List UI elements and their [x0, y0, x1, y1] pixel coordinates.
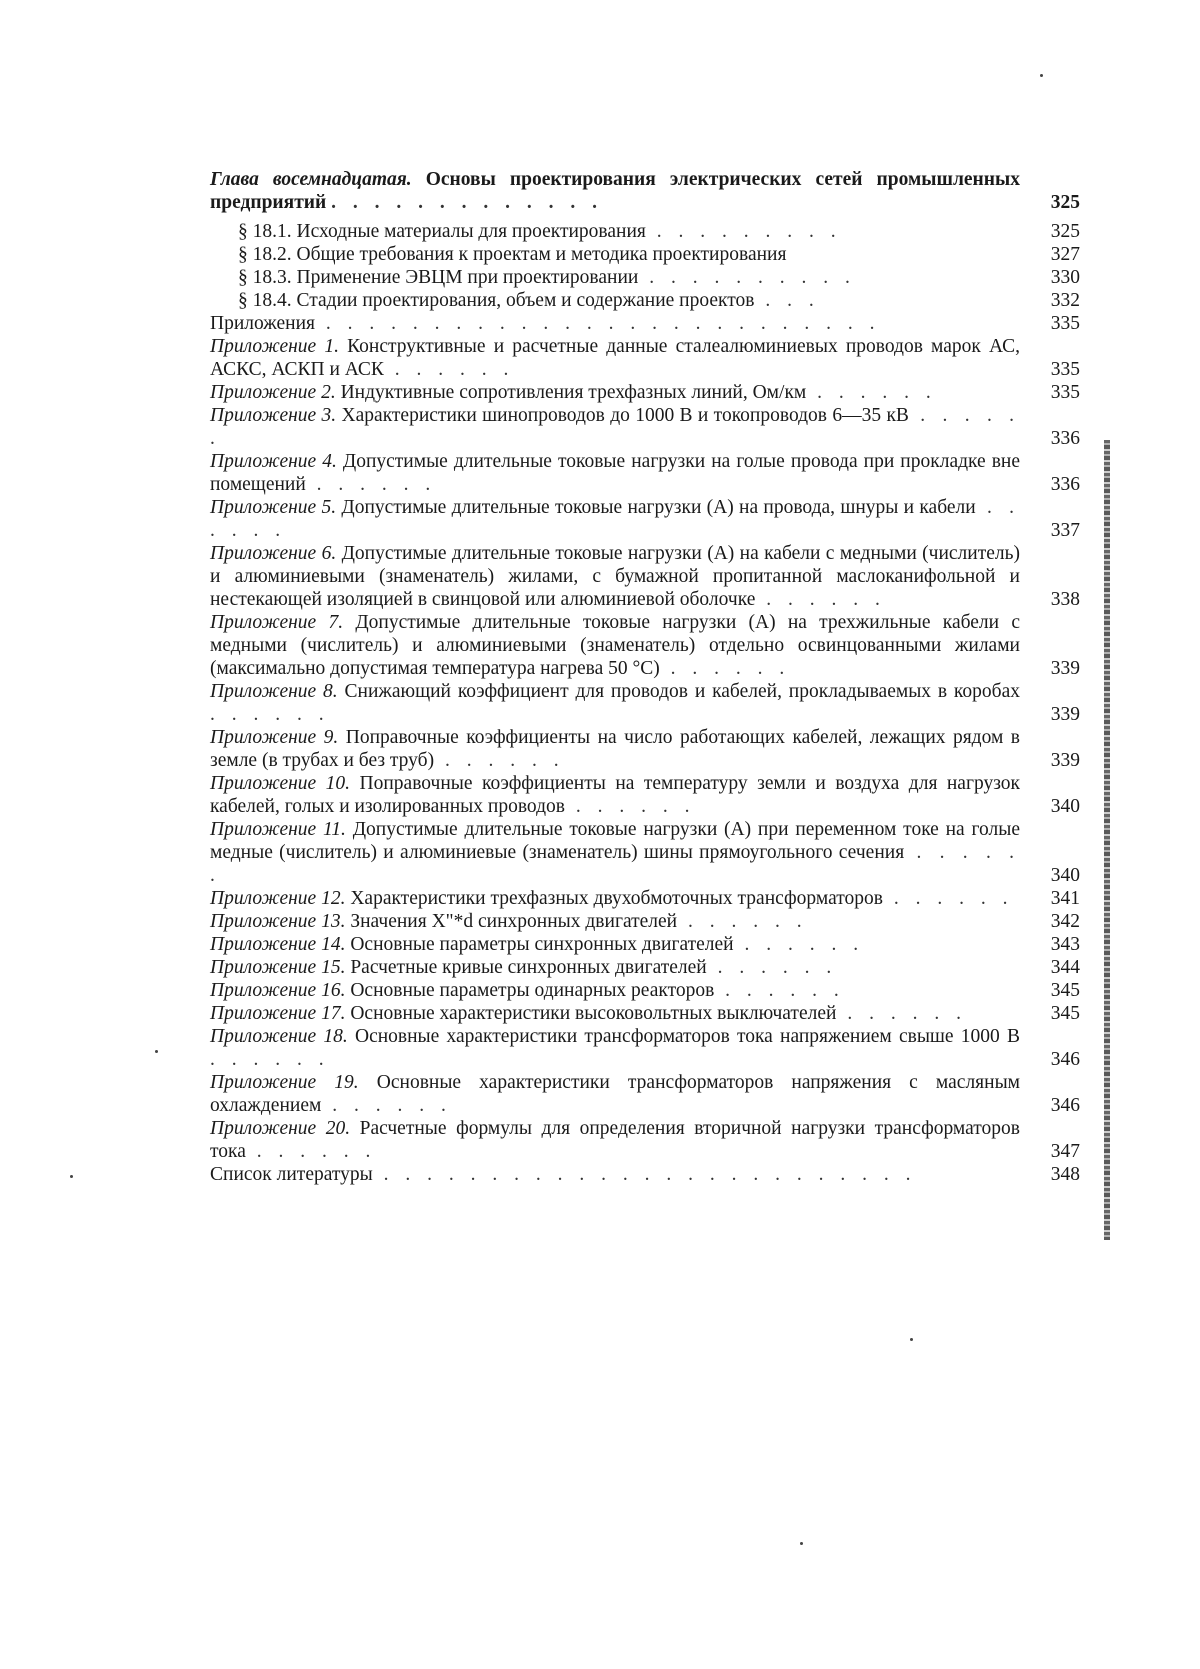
appendix-page: 344	[1050, 957, 1080, 978]
chapter-title: Основы проектирования электрических сетей промышленных предприятий	[210, 169, 1020, 213]
scan-speck	[910, 1338, 913, 1341]
appendix-lead: Приложение 18.	[210, 1026, 348, 1047]
appendix-lead: Приложение 11.	[210, 819, 346, 840]
section-page: 325	[1050, 221, 1080, 242]
table-of-contents	[210, 168, 1080, 1186]
appendix-text: Основные характеристики высоковольтных выключателей	[350, 1003, 837, 1024]
appendix-entry: Приложение 7. Допустимые длительные токовые нагрузки (А) на трехжильные кабели с медными (числитель) и алюминиевыми (знаменатель) отдельно освинцованными жилами (максимально допустимая температура нагрева 50 °С) . . . . . . 339	[210, 612, 1080, 679]
appendix-page: 339	[1050, 750, 1080, 771]
appendix-page: 346	[1050, 1095, 1080, 1116]
appendix-entry: Приложение 8. Снижающий коэффициент для проводов и кабелей, прокладываемых в коробах . . . . . . 339	[210, 681, 1080, 725]
appendix-lead: Приложение 15.	[210, 957, 346, 978]
appendix-lead: Приложение 3.	[210, 405, 337, 426]
appendix-text: Допустимые длительные токовые нагрузки (А) на провода, шнуры и кабели	[341, 497, 976, 518]
appendix-entry: Приложение 3. Характеристики шинопроводов до 1000 В и токопроводов 6—35 кВ . . . . . . 336	[210, 405, 1080, 449]
appendix-page: 346	[1050, 1049, 1080, 1070]
section-entry: § 18.1. Исходные материалы для проектирования . . . . . . . . . 325	[238, 221, 1080, 242]
section-text: § 18.3. Применение ЭВЦМ при проектировании	[238, 267, 639, 288]
appendix-page: 336	[1050, 428, 1080, 449]
appendix-page: 345	[1050, 1003, 1080, 1024]
appendix-lead: Приложение 5.	[210, 497, 337, 518]
appendix-lead: Приложение 12.	[210, 888, 346, 909]
appendix-text: Основные характеристики трансформаторов напряжения с масляным охлаждением	[210, 1072, 1021, 1116]
appendix-lead: Приложение 8.	[210, 681, 338, 702]
appendix-text: Основные параметры синхронных двигателей	[350, 934, 734, 955]
appendix-entry: Приложение 4. Допустимые длительные токовые нагрузки на голые провода при прокладке вне помещений . . . . . . 336	[210, 451, 1080, 495]
appendix-lead: Приложение 4.	[210, 451, 337, 472]
appendices-heading: Приложения . . . . . . . . . . . . . . . . . . . . . . . . . . 335	[210, 313, 1080, 334]
scan-speck	[1040, 74, 1043, 77]
appendix-text: Характеристики шинопроводов до 1000 В и токопроводов 6—35 кВ	[341, 405, 909, 426]
appendix-page: 337	[1050, 520, 1080, 541]
appendix-text: Основные характеристики трансформаторов тока напряжением свыше 1000 В	[354, 1026, 1020, 1047]
section-text: § 18.4. Стадии проектирования, объем и содержание проектов	[238, 290, 755, 311]
appendix-entry: Приложение 6. Допустимые длительные токовые нагрузки (А) на кабели с медными (числитель) и алюминиевыми (знаменатель) жилами, с бумажной пропитанной маслоканифольной и нестекающей изоляцией в свинцовой или алюминиевой оболочке . . . . . . 338	[210, 543, 1080, 610]
appendix-entry: Приложение 17. Основные характеристики высоковольтных выключателей . . . . . . 345	[210, 1003, 1080, 1024]
scan-speck	[800, 1542, 803, 1545]
appendix-entry: Приложение 5. Допустимые длительные токовые нагрузки (А) на провода, шнуры и кабели . . . . . . 337	[210, 497, 1080, 541]
appendix-entry: Приложение 10. Поправочные коэффициенты на температуру земли и воздуха для нагрузок кабелей, голых и изолированных проводов . . . . . . 340	[210, 773, 1080, 817]
section-page: 327	[1050, 244, 1080, 265]
appendix-entry: Приложение 20. Расчетные формулы для определения вторичной нагрузки трансформаторов тока . . . . . . 347	[210, 1118, 1080, 1162]
appendix-page: 335	[1050, 359, 1080, 380]
appendix-text: Снижающий коэффициент для проводов и кабелей, прокладываемых в коробах	[344, 681, 1020, 702]
chapter-page: 325	[1050, 192, 1080, 213]
appendix-page: 339	[1050, 658, 1080, 679]
appendix-text: Основные параметры одинарных реакторов	[350, 980, 715, 1001]
appendix-entry: Приложение 1. Конструктивные и расчетные данные сталеалюминиевых проводов марок АС, АСКС, АСКП и АСК . . . . . . 335	[210, 336, 1080, 380]
appendix-page: 340	[1050, 865, 1080, 886]
appendix-lead: Приложение 17.	[210, 1003, 346, 1024]
appendix-entry: Приложение 18. Основные характеристики трансформаторов тока напряжением свыше 1000 В . . . . . . 346	[210, 1026, 1080, 1070]
appendix-entry: Приложение 11. Допустимые длительные токовые нагрузки (А) при переменном токе на голые медные (числитель) и алюминиевые (знаменатель) шины прямоугольного сечения . . . . . . 340	[210, 819, 1080, 886]
appendix-text: Значения X"*d синхронных двигателей	[350, 911, 678, 932]
section-page: 332	[1050, 290, 1080, 311]
appendix-page: 347	[1050, 1141, 1080, 1162]
appendix-text: Поправочные коэффициенты на число работающих кабелей, лежащих рядом в земле (в трубах и без труб)	[210, 727, 1021, 771]
section-text: § 18.1. Исходные материалы для проектирования	[238, 221, 646, 242]
appendix-page: 339	[1050, 704, 1080, 725]
section-text: § 18.2. Общие требования к проектам и методика проектирования	[238, 244, 787, 265]
appendix-entry: Приложение 14. Основные параметры синхронных двигателей . . . . . . 343	[210, 934, 1080, 955]
appendix-entry: Приложение 13. Значения X"*d синхронных двигателей . . . . . . 342	[210, 911, 1080, 932]
appendix-page: 338	[1050, 589, 1080, 610]
appendix-lead: Приложение 1.	[210, 336, 339, 357]
appendix-entry: Приложение 16. Основные параметры одинарных реакторов . . . . . . 345	[210, 980, 1080, 1001]
appendix-text: Допустимые длительные токовые нагрузки (А) на трехжильные кабели с медными (числитель) и алюминиевыми (знаменатель) отдельно освинцованными жилами (максимально допустимая температура нагрева 50 °С)	[210, 612, 1021, 679]
appendix-text: Расчетные формулы для определения вторичной нагрузки трансформаторов тока	[210, 1118, 1021, 1162]
appendix-lead: Приложение 10.	[210, 773, 351, 794]
chapter-entry: Глава восемнадцатая. Основы проектирования электрических сетей промышленных предприятий . . . . . . . . . . . . . 325	[210, 169, 1080, 213]
appendix-entry: Приложение 9. Поправочные коэффициенты на число работающих кабелей, лежащих рядом в земле (в трубах и без труб) . . . . . . 339	[210, 727, 1080, 771]
appendix-text: Конструктивные и расчетные данные сталеалюминиевых проводов марок АС, АСКС, АСКП и АСК	[210, 336, 1021, 380]
chapter-lead: Глава восемнадцатая.	[210, 169, 412, 190]
appendix-lead: Приложение 2.	[210, 382, 336, 403]
section-entry: § 18.4. Стадии проектирования, объем и содержание проектов . . . 332	[238, 290, 1080, 311]
appendix-page: 340	[1050, 796, 1080, 817]
appendix-text: Поправочные коэффициенты на температуру земли и воздуха для нагрузок кабелей, голых и изолированных проводов	[210, 773, 1021, 817]
appendix-entry: Приложение 19. Основные характеристики трансформаторов напряжения с масляным охлаждением . . . . . . 346	[210, 1072, 1080, 1116]
section-entry	[210, 243, 1080, 266]
references-entry: Список литературы . . . . . . . . . . . . . . . . . . . . . . . . . 348	[210, 1164, 1080, 1185]
appendix-text: Допустимые длительные токовые нагрузки на голые провода при прокладке вне помещений	[210, 451, 1020, 495]
appendix-page: 341	[1050, 888, 1080, 909]
appendix-lead: Приложение 7.	[210, 612, 344, 633]
appendix-page: 345	[1050, 980, 1080, 1001]
appendix-lead: Приложение 13.	[210, 911, 346, 932]
appendix-text: Допустимые длительные токовые нагрузки (А) при переменном токе на голые медные (числитель) и алюминиевые (знаменатель) шины прямоугольного сечения	[210, 819, 1020, 863]
appendix-lead: Приложение 6.	[210, 543, 337, 564]
section-page: 330	[1050, 267, 1080, 288]
section-entry: § 18.3. Применение ЭВЦМ при проектировании . . . . . . . . . . 330	[238, 267, 1080, 288]
appendix-lead: Приложение 20.	[210, 1118, 351, 1139]
scan-speck	[70, 1175, 73, 1178]
appendix-text: Расчетные кривые синхронных двигателей	[350, 957, 707, 978]
appendix-entry: Приложение 12. Характеристики трехфазных двухобмоточных трансформаторов . . . . . . 341	[210, 888, 1080, 909]
scan-edge-mark	[1104, 440, 1110, 1240]
appendix-page: 336	[1050, 474, 1080, 495]
appendix-page: 335	[1050, 382, 1080, 403]
appendix-lead: Приложение 16.	[210, 980, 346, 1001]
appendix-page: 342	[1050, 911, 1080, 932]
appendix-page: 343	[1050, 934, 1080, 955]
appendix-lead: Приложение 19.	[210, 1072, 359, 1093]
appendix-lead: Приложение 14.	[210, 934, 346, 955]
appendix-list	[210, 335, 1080, 1163]
appendix-text: Допустимые длительные токовые нагрузки (А) на кабели с медными (числитель) и алюминиевыми (знаменатель) жилами, с бумажной пропитанной маслоканифольной и нестекающей изоляцией в свинцовой или алюминиевой оболочке	[210, 543, 1021, 610]
appendix-lead: Приложение 9.	[210, 727, 339, 748]
appendix-text: Характеристики трехфазных двухобмоточных трансформаторов	[350, 888, 883, 909]
appendix-entry: Приложение 2. Индуктивные сопротивления трехфазных линий, Ом/км . . . . . . 335	[210, 382, 1080, 403]
scan-speck	[155, 1050, 158, 1053]
appendix-entry: Приложение 15. Расчетные кривые синхронных двигателей . . . . . . 344	[210, 957, 1080, 978]
appendix-text: Индуктивные сопротивления трехфазных линий, Ом/км	[340, 382, 807, 403]
